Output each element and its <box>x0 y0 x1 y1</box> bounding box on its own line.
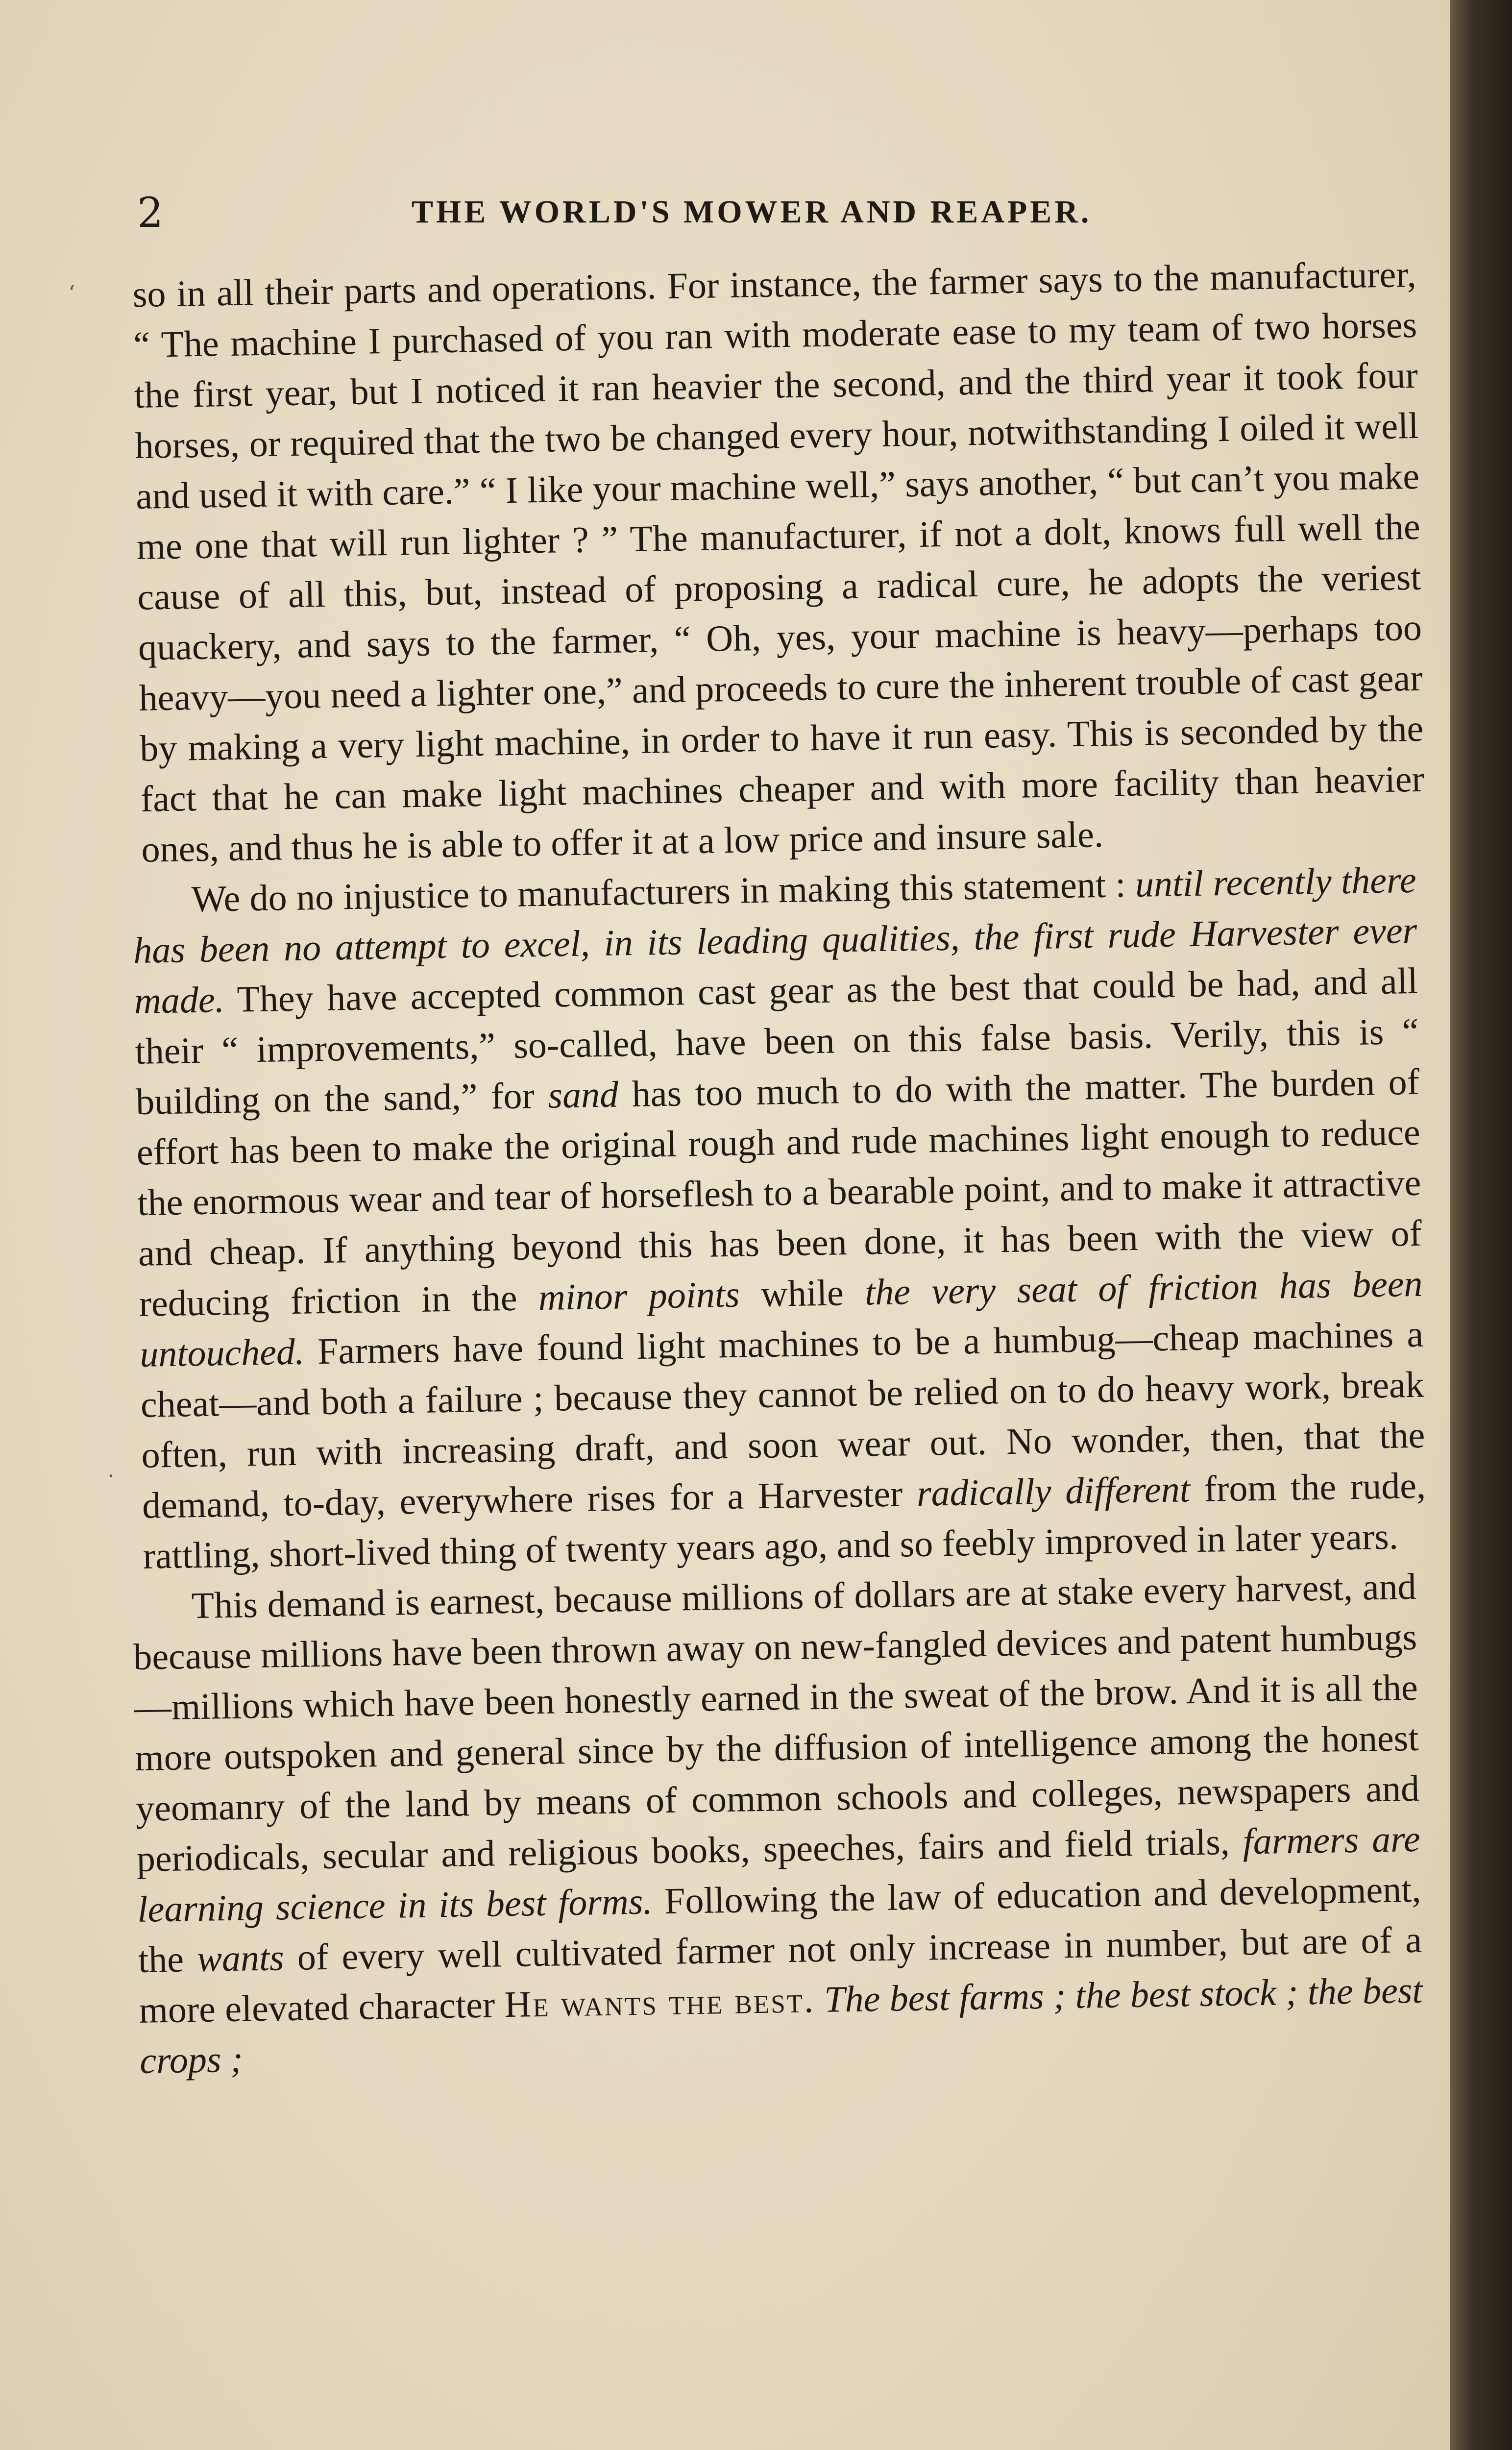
paragraph-1 <box>132 249 1425 875</box>
book-spine <box>1450 0 1512 2450</box>
running-title: THE WORLD'S MOWER AND REAPER. <box>412 194 1092 230</box>
text-run: so in all their parts and operations. For instance, the farmer says to the manufacturer, “ The machine I purchased of you ran with moderate ease to my team of two horses the first year, but I noticed it ran heavier the second, and the third year it took four horses, or required that the two be changed every hour, notwithstanding I oiled it well and used it with care.” “ I like your machine well,” says another, “ but can’t you make me one that will run lighter ? ” The manufacturer, if not a dolt, knows full well the cause of all this, but, instead of proposing a radical cure, he adopts the veriest quackery, and says to the farmer, “ Oh, yes, your machine is heavy—perhaps too heavy—you need a lighter one,” and proceeds to cure the inherent trouble of cast gear by making a very light machine, in order to have it run easy. This is seconded by the fact that he can make light machines cheaper and with more facility than heavier ones, and thus he is able to offer it at a low price and insure sale. <box>132 253 1425 870</box>
text-run: has too much to do with the matter. The burden of effort has been to make the original rough and rude machines light enough to reduce the enormous wear and tear of horseflesh to a bearable point, and to make it attractive and cheap. If anything beyond this has been done, it has been with the view of reducing friction in the <box>136 1061 1422 1324</box>
body-text <box>132 253 1426 2086</box>
text-run: We do no injustice to manufacturers in making this statement : <box>191 863 1136 920</box>
text-run: This demand is earnest, because millions of dollars are at stake every harvest, and because millions have been thrown away on new-fangled devices and patent humbugs—millions which have been honestly earned in the sweat of the brow. And it is all the more outspoken and general since by the diffusion of intelligence among the honest yeomanry of the land by means of common schools and colleges, newspapers and periodicals, secular and religious books, speeches, fairs and field trials, <box>133 1566 1420 1880</box>
page-header <box>132 189 1406 252</box>
text-run: while <box>739 1272 865 1315</box>
smallcaps-run: He wants the best. <box>504 1979 815 2026</box>
text-run: They have accepted common cast gear as the best that could be had, and all their “ improvements,” so-called, have been on this false basis. Verily, this is “ building on the sand,” for <box>134 960 1419 1123</box>
italic-run: sand <box>547 1074 619 1116</box>
italic-run: farmers are learning science in its best forms. <box>137 1818 1421 1930</box>
text-run: Following the law of education and development, the <box>138 1868 1421 1981</box>
text-run: of every well cultivated farmer not only increase in number, but are of a more elevated character <box>139 1919 1422 2031</box>
text-run: Farmers have found light machines to be a humbug—cheap machines a cheat—and both a failure ; because they cannot be relied on to do heavy work, break often, run with increasing draft, and soon wear out. No wonder, then, that the demand, to-day, everywhere rises for a Harvester <box>140 1313 1425 1526</box>
italic-run: The best farms ; the best stock ; the best crops ; <box>139 1969 1423 2082</box>
italic-run: wants <box>196 1937 285 1980</box>
text-run <box>814 1979 825 2020</box>
ink-mark: ‘ <box>69 282 75 304</box>
text-run: from the rude, rattling, short-lived thing of twenty years ago, and so feebly improved in later years. <box>143 1465 1426 1577</box>
italic-run: until recently there has been no attempt to excel, in its leading qualities, the first rude Harvester ever made. <box>133 859 1417 1022</box>
ink-mark: · <box>108 1465 114 1488</box>
page-number: 2 <box>137 189 164 237</box>
paragraph-3 <box>132 1562 1424 2086</box>
paragraph-2 <box>132 855 1427 1582</box>
italic-run: radically different <box>916 1469 1191 1515</box>
italic-run: the very seat of friction has been untouched. <box>139 1263 1423 1375</box>
italic-run: minor points <box>538 1274 740 1319</box>
